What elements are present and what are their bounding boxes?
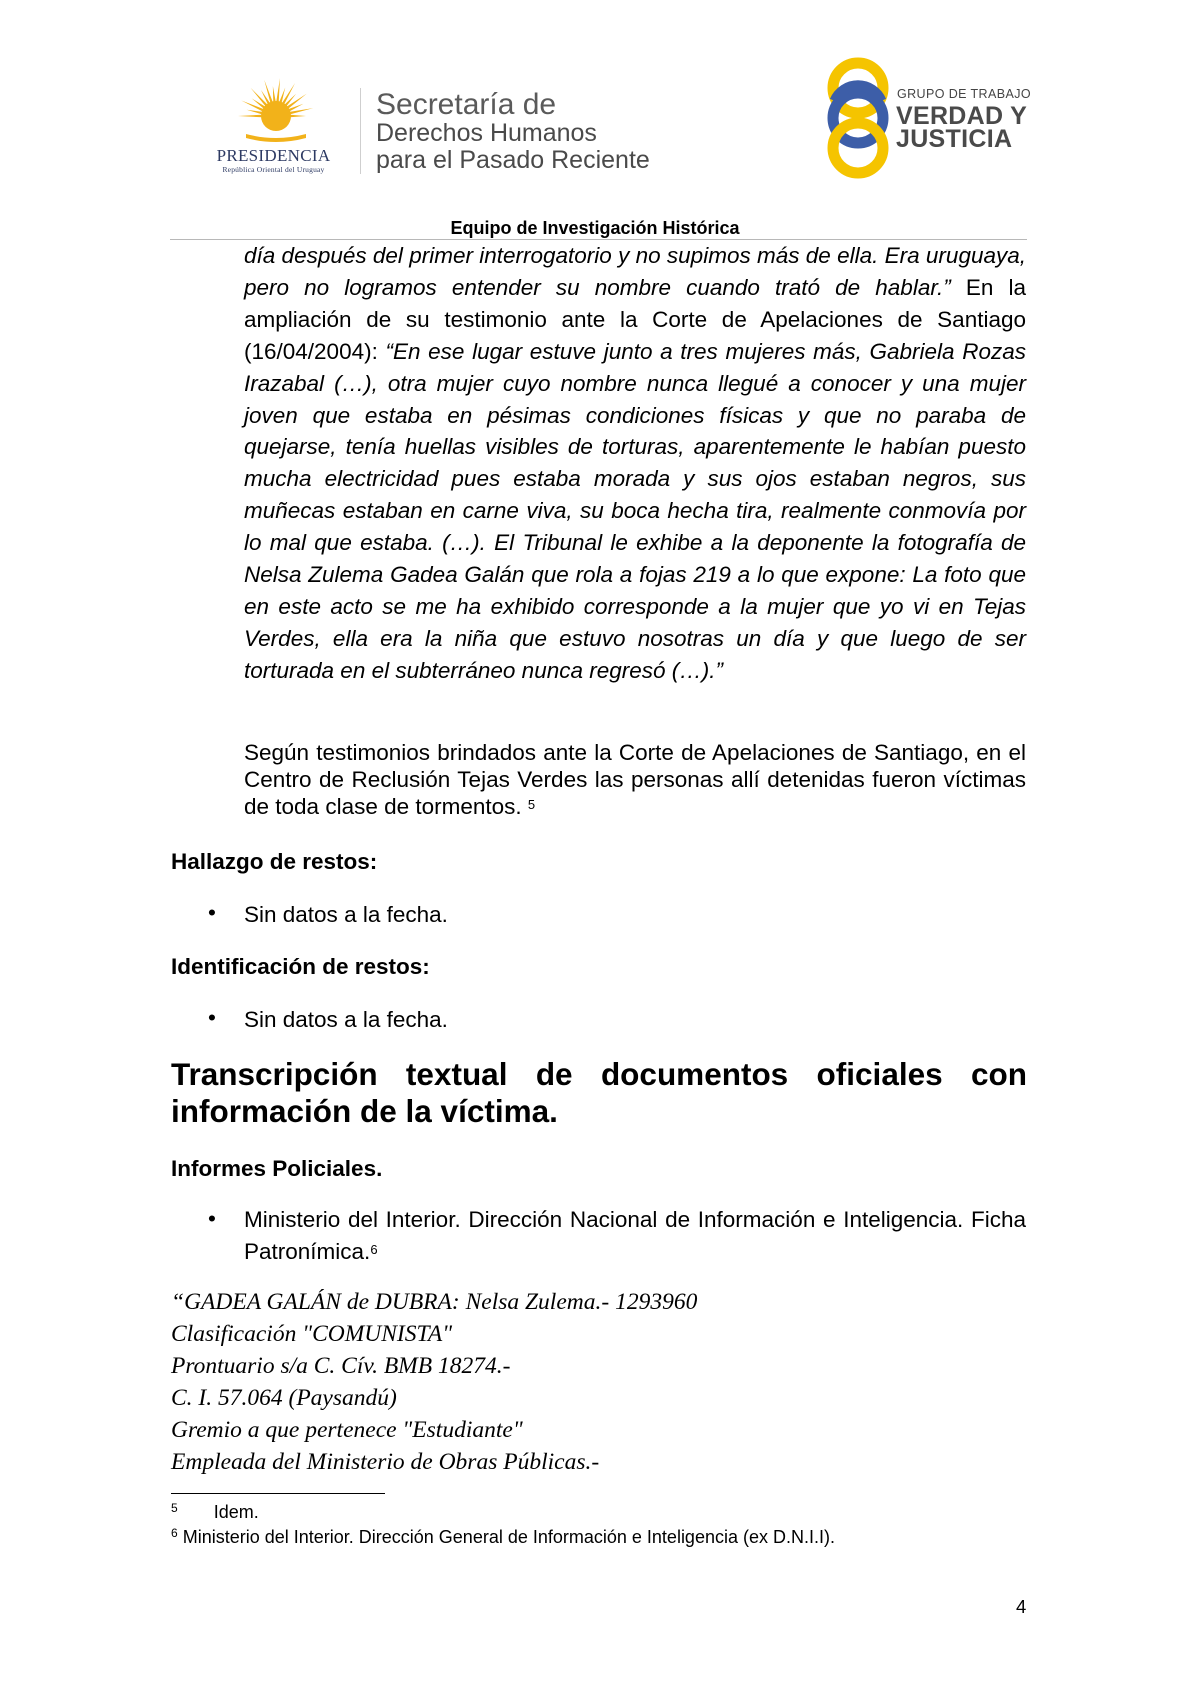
hallazgo-heading: Hallazgo de restos: (171, 849, 378, 874)
sun-ray (290, 115, 306, 118)
bullet-dot: • (208, 1005, 216, 1030)
transcripcion-heading: Transcripción textual de documentos oficiales con información de la víctima. (171, 1056, 1027, 1129)
ficha-line: C. I. 57.064 (Paysandú) (171, 1385, 397, 1411)
footnote-ref-6[interactable]: 6 (370, 1242, 378, 1257)
sun-ray (247, 110, 263, 115)
sun-ray (241, 101, 263, 112)
sun-ray (238, 115, 262, 118)
ficha-line: Clasificación "COMUNISTA" (171, 1321, 453, 1347)
ficha-patronimica (171, 1286, 697, 1478)
sun-ray (264, 80, 273, 103)
ficha-line: Gremio a que pertenece "Estudiante" (171, 1417, 523, 1443)
verdad-justicia-rings-logo (818, 56, 898, 180)
hallazgo-item: Sin datos a la fecha. (244, 902, 448, 927)
presidencia-label: PRESIDENCIA (216, 146, 331, 165)
testimony-quote (244, 240, 1026, 687)
presidencia-subtitle: República Oriental del Uruguay (222, 165, 325, 174)
page-number: 4 (1016, 1596, 1027, 1617)
footnote-6-number: 6 (171, 1526, 178, 1540)
quote-part-1: día después del primer interrogatorio y no supimos más de ella. Era uruguaya, pero no logramos entender su nombre cuando trató de hablar.” (244, 243, 1026, 300)
informes-item-text: Ministerio del Interior. Dirección Nacional de Información e Inteligencia. Ficha Patronímica. (244, 1207, 1026, 1264)
footnote-5 (171, 1502, 259, 1523)
secretaria-line2: Derechos Humanos (376, 119, 597, 147)
verdad-label: VERDAD Y (896, 102, 1028, 130)
sun-ray (276, 78, 280, 102)
bullet-dot: • (208, 1206, 216, 1231)
testimonios-paragraph (244, 739, 1026, 820)
informes-heading: Informes Policiales. (171, 1156, 383, 1181)
secretaria-line3: para el Pasado Reciente (376, 146, 650, 174)
identificacion-item: Sin datos a la fecha. (244, 1007, 448, 1032)
footnote-5-text: Idem. (213, 1502, 259, 1522)
sun-base (246, 134, 306, 142)
footnote-6-text: Ministerio del Interior. Dirección General de Información e Inteligencia (ex D.N.I.I). (182, 1527, 835, 1547)
team-title: Equipo de Investigación Histórica (450, 218, 740, 238)
secretaria-logo-text (376, 90, 650, 174)
footnote-5-number: 5 (171, 1501, 178, 1515)
sun-ray (273, 86, 276, 102)
ficha-line: “GADEA GALÁN de DUBRA: Nelsa Zulema.- 1293960 (171, 1289, 698, 1315)
grupo-trabajo-label: GRUPO DE TRABAJO (897, 87, 1031, 101)
footnote-6 (171, 1527, 835, 1548)
justicia-label: JUSTICIA (896, 125, 1013, 153)
footnote-separator (171, 1493, 385, 1494)
ficha-line: Prontuario s/a C. Cív. BMB 18274.- (171, 1353, 511, 1379)
bullet-dot: • (208, 900, 216, 925)
identificacion-heading: Identificación de restos: (171, 954, 430, 979)
footnote-ref-5[interactable]: 5 (527, 797, 536, 812)
secretaria-line1: Secretaría de (376, 88, 557, 121)
quote-part-2: En la ampliación de su testimonio ante la Corte de Apelaciones de Santiago (16/04/2004): (244, 274, 1026, 364)
header-divider (360, 88, 361, 174)
informes-item (244, 1204, 1026, 1268)
quote-part-3: “En ese lugar estuve junto a tres mujeres más, Gabriela Rozas Irazabal (…), otra mujer cuyo nombre nunca llegué a conocer y una mujer joven que estaba en pésimas condiciones físicas y que no paraba de quejarse, tenía huellas visibles de torturas, aparentemente le habían puesto mucha electricidad pues estaba morada y sus ojos estaban negros, sus muñecas estaban en carne viva, su boca hecha tira, realmente conmovía por lo mal que estaba. (…). El Tribunal le exhibe a la deponente la fotografía de Nelsa Zulema Gadea Galán que rola a fojas 219 a lo que expone: La foto que en este acto se me ha exhibido corresponde a la mujer que yo vi en Tejas Verdes, ella era la niña que estuvo nosotras un día y que luego de ser torturada en el subterráneo nunca regresó (…).” (244, 338, 1026, 683)
ficha-line: Empleada del Ministerio de Obras Públicas.- (171, 1449, 600, 1475)
testimonios-text: Según testimonios brindados ante la Corte de Apelaciones de Santiago, en el Centro de Reclusión Tejas Verdes las personas allí detenidas fueron víctimas de toda clase de tormentos. (244, 740, 1026, 819)
